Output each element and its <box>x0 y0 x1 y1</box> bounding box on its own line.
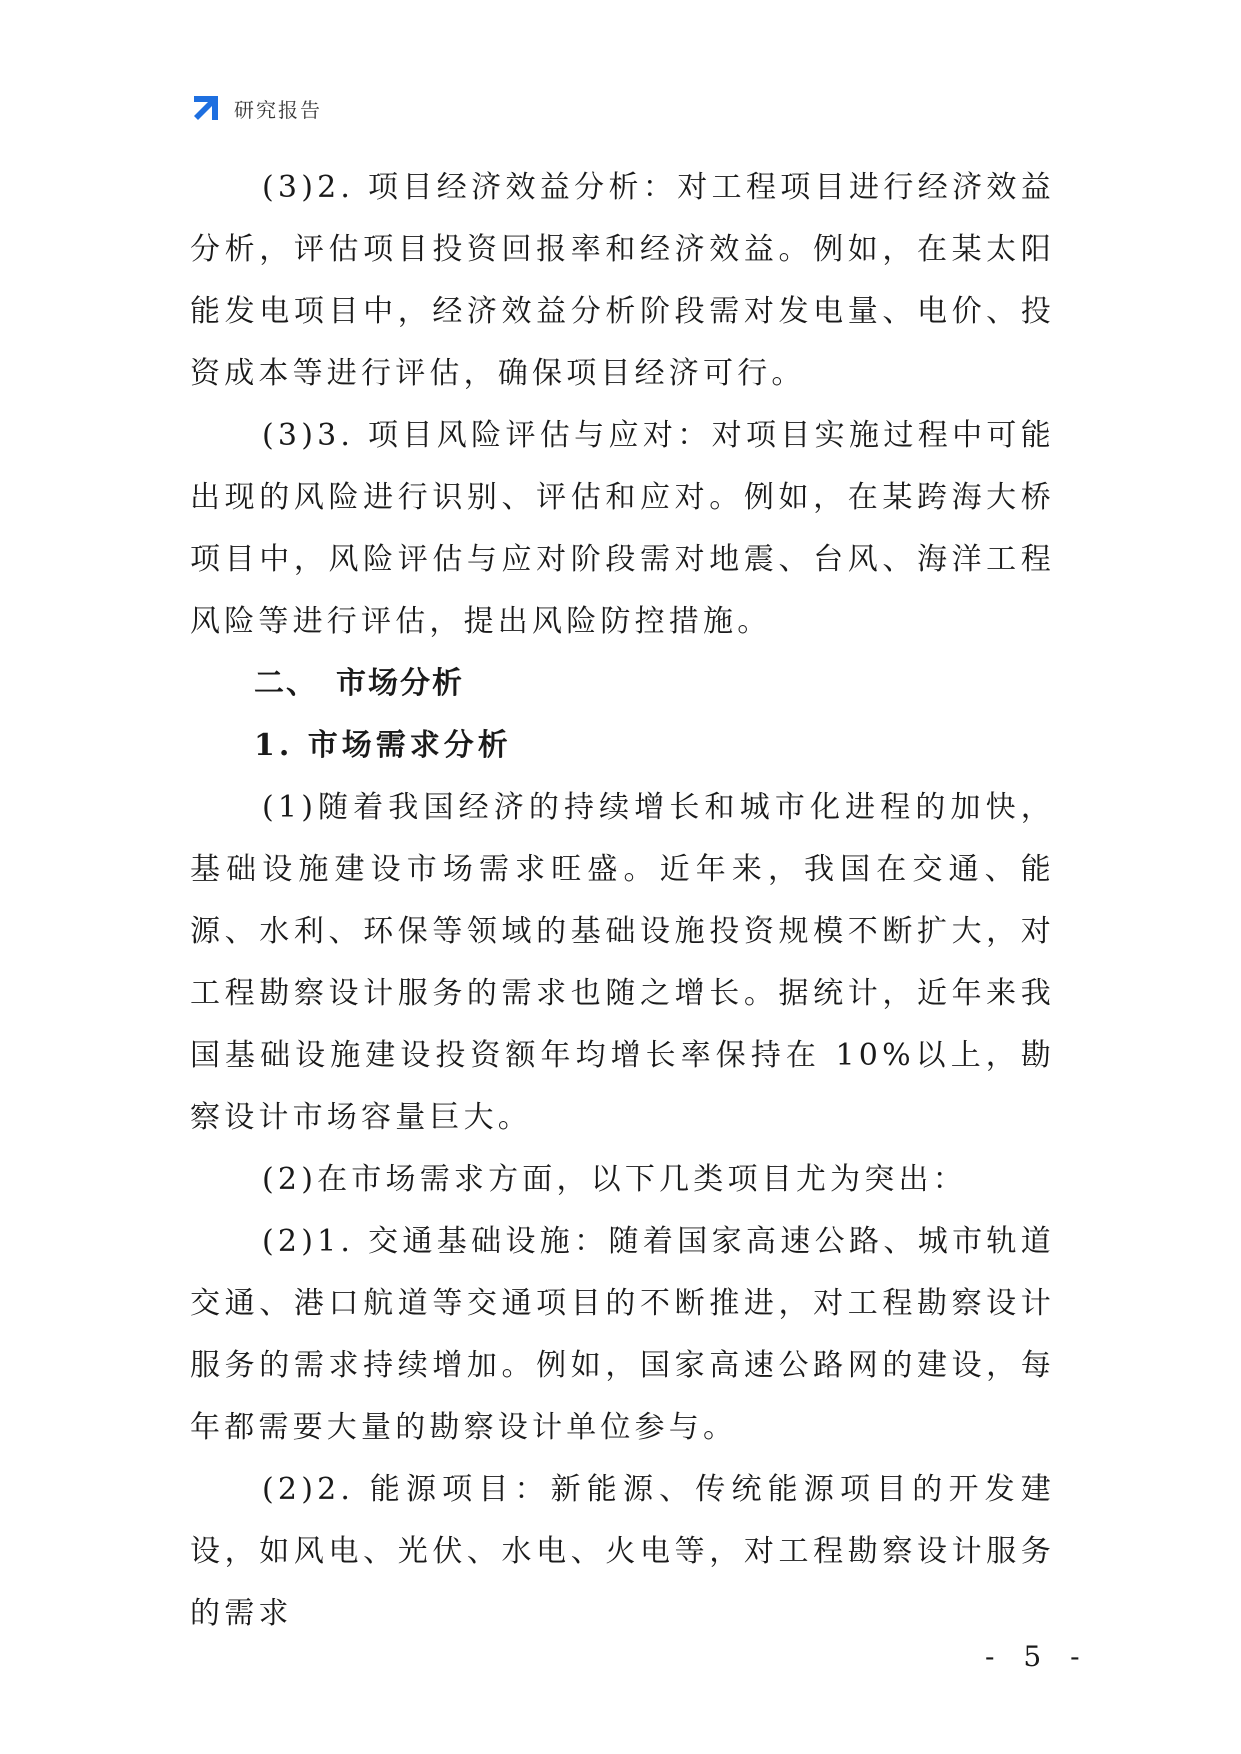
paragraph-risk-assessment: (3)3. 项目风险评估与应对：对项目实施过程中可能出现的风险进行识别、评估和应对。例如，在某跨海大桥项目中，风险评估与应对阶段需对地震、台风、海洋工程风险等进行评估，提出风险防控措施。 <box>190 418 1055 639</box>
report-header <box>190 90 322 126</box>
section-title: 市场分析 <box>336 666 464 701</box>
section-number: 二、 <box>254 666 318 701</box>
arrow-up-right-icon <box>190 92 222 124</box>
paragraph-transport-infrastructure: (2)1. 交通基础设施：随着国家高速公路、城市轨道交通、港口航道等交通项目的不断推进，对工程勘察设计服务的需求持续增加。例如，国家高速公路网的建设，每年都需要大量的勘察设计单位参与。 <box>190 1224 1055 1445</box>
paragraph-market-demand: (1)随着我国经济的持续增长和城市化进程的加快，基础设施建设市场需求旺盛。近年来，我国在交通、能源、水利、环保等领域的基础设施投资规模不断扩大，对工程勘察设计服务的需求也随之增长。据统计，近年来我国基础设施建设投资额年均增长率保持在 10%以上，勘察设计市场容量巨大。 <box>190 790 1055 1135</box>
document-body <box>190 157 1055 1645</box>
paragraph-economic-analysis: (3)2. 项目经济效益分析：对工程项目进行经济效益分析，评估项目投资回报率和经济效益。例如，在某太阳能发电项目中，经济效益分析阶段需对发电量、电价、投资成本等进行评估，确保项目经济可行。 <box>190 170 1055 391</box>
section-heading <box>190 653 1055 715</box>
page-number: - 5 - <box>985 1640 1090 1673</box>
header-title: 研究报告 <box>234 97 322 122</box>
paragraph-energy-projects: (2)2. 能源项目：新能源、传统能源项目的开发建设，如风电、光伏、水电、火电等，对工程勘察设计服务的需求 <box>190 1472 1055 1631</box>
paragraph-demand-categories: (2)在市场需求方面，以下几类项目尤为突出： <box>262 1162 967 1197</box>
subsection-heading: 1. 市场需求分析 <box>254 728 512 763</box>
